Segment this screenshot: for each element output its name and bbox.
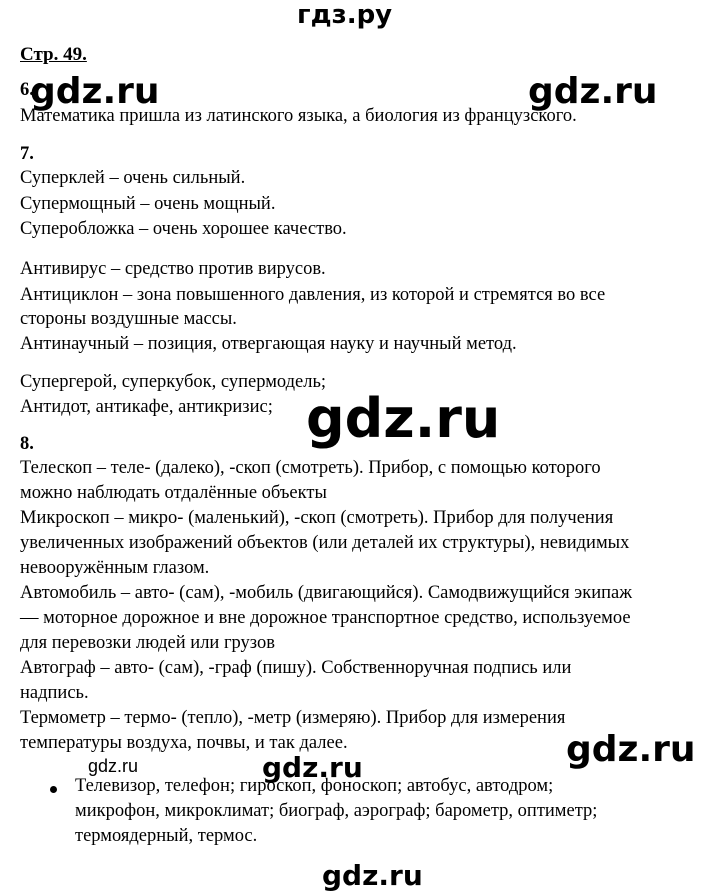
task-8-line: Автомобиль – авто- (сам), -мобиль (двигающийся). Самодвижущийся экипаж	[20, 583, 632, 603]
task-7-number: 7.	[20, 144, 34, 164]
task-8-number: 8.	[20, 434, 34, 454]
bullet-line: термоядерный, термос.	[75, 826, 258, 846]
watermark-small-left: gdz.ru	[88, 756, 139, 776]
watermark-top-left: gdz.ru	[30, 71, 160, 112]
page-title: Стр. 49.	[20, 44, 87, 65]
task-7-line: Антинаучный – позиция, отвергающая науку и научный метод.	[20, 334, 517, 354]
bullet-line: микрофон, микроклимат; биограф, аэрограф; барометр, оптиметр;	[75, 801, 598, 821]
task-8-line: невооружённым глазом.	[20, 558, 210, 578]
task-6-number: 6.	[20, 80, 34, 100]
site-header: гдз.ру	[297, 0, 393, 30]
task-7-line: Суперобложка – очень хорошее качество.	[20, 219, 347, 239]
watermark-small-center: gdz.ru	[262, 751, 363, 784]
watermark-lower-right: gdz.ru	[566, 729, 696, 770]
task-8-line: можно наблюдать отдалённые объекты	[20, 483, 327, 503]
watermark-bottom: gdz.ru	[322, 859, 423, 892]
task-8-line: — моторное дорожное и вне дорожное транспортное средство, используемое	[20, 608, 631, 628]
task-7-line: Антивирус – средство против вирусов.	[20, 259, 326, 279]
task-8-line: Автограф – авто- (сам), -граф (пишу). Собственноручная подпись или	[20, 658, 572, 678]
task-7-line: Супергерой, суперкубок, супермодель;	[20, 372, 327, 392]
task-8-line: Термометр – термо- (тепло), -метр (измеряю). Прибор для измерения	[20, 708, 566, 728]
task-7-line: Антициклон – зона повышенного давления, из которой и стремятся во все	[20, 285, 606, 305]
task-6-text: Математика пришла из латинского языка, а биология из французского.	[20, 106, 577, 126]
task-7-line: Супермощный – очень мощный.	[20, 194, 276, 214]
task-7-line: Антидот, антикафе, антикризис;	[20, 397, 273, 417]
watermark-middle: gdz.ru	[306, 387, 501, 450]
bullet-line: Телевизор, телефон; гироскоп, фоноскоп; автобус, автодром;	[75, 776, 554, 796]
bullet-marker	[50, 786, 57, 793]
task-8-line: для перевозки людей или грузов	[20, 633, 275, 653]
watermark-top-right: gdz.ru	[528, 71, 658, 112]
task-7-line: Суперклей – очень сильный.	[20, 168, 246, 188]
task-8-line: температуры воздуха, почвы, и так далее.	[20, 733, 348, 753]
task-7-line: стороны воздушные массы.	[20, 309, 237, 329]
task-8-line: надпись.	[20, 683, 89, 703]
task-8-line: Телескоп – теле- (далеко), -скоп (смотреть). Прибор, с помощью которого	[20, 458, 601, 478]
task-8-line: увеличенных изображений объектов (или деталей их структуры), невидимых	[20, 533, 630, 553]
task-8-line: Микроскоп – микро- (маленький), -скоп (смотреть). Прибор для получения	[20, 508, 614, 528]
